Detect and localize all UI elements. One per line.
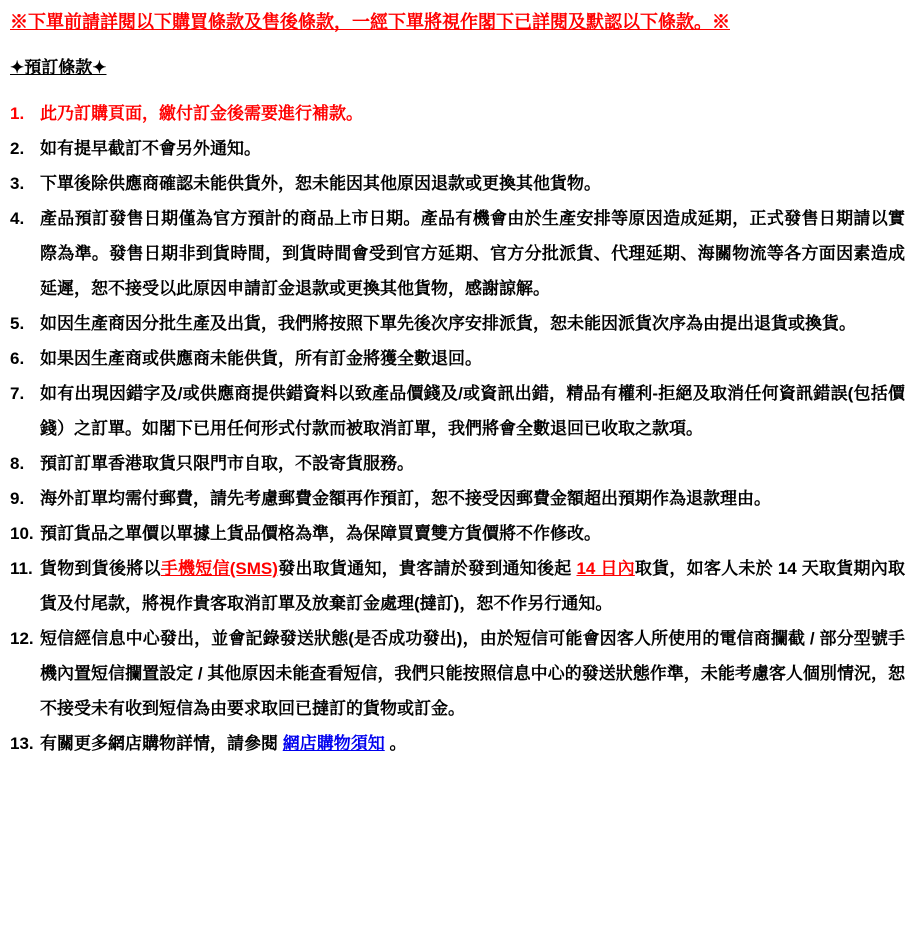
- section-header: ✦預訂條款✦: [10, 58, 107, 77]
- term-text: [40, 551, 905, 621]
- term-text: [40, 96, 905, 131]
- term-number: 12.: [10, 629, 34, 648]
- term-segment: 此乃訂購頁面，繳付訂金後需要進行補款。: [40, 104, 363, 123]
- term-segment: 如有出現因錯字及/或供應商提供錯資料以致產品價錢及/或資訊出錯，精品有權利-拒絕及取消任何資訊錯誤(包括價錢）之訂單。如閣下已用任何形式付款而被取消訂單，我們將會全數退回已收取之款項。: [40, 384, 905, 438]
- term-item: [10, 341, 905, 376]
- term-item: [10, 621, 905, 726]
- term-segment: 取貨，如客人未於 14 天取貨期內取貨及付尾款，將視作貴客取消訂單及放棄訂金處理(撻訂)，恕不作另行通知。: [40, 559, 905, 613]
- terms-list: [10, 96, 905, 761]
- term-item: [10, 376, 905, 446]
- term-segment: 有關更多網店購物詳情，請參閱: [40, 734, 283, 753]
- term-number: 10.: [10, 524, 34, 543]
- term-segment: 如因生產商因分批生產及出貨，我們將按照下單先後次序安排派貨，恕未能因派貨次序為由提出退貨或換貨。: [40, 314, 856, 333]
- term-item: [10, 726, 905, 761]
- term-item: [10, 446, 905, 481]
- term-item: [10, 306, 905, 341]
- term-text: [40, 481, 905, 516]
- term-item: [10, 201, 905, 306]
- term-text: [40, 306, 905, 341]
- term-number: 5.: [10, 314, 25, 333]
- term-text: [40, 166, 905, 201]
- term-item: [10, 516, 905, 551]
- page-title: ※下單前請詳閱以下購買條款及售後條款，一經下單將視作閣下已詳閱及默認以下條款。※: [10, 12, 730, 32]
- term-text: [40, 376, 905, 446]
- term-number: 8.: [10, 454, 25, 473]
- term-number: 2.: [10, 139, 25, 158]
- term-segment: 下單後除供應商確認未能供貨外，恕未能因其他原因退款或更換其他貨物。: [40, 174, 601, 193]
- term-segment: 海外訂單均需付郵費，請先考慮郵費金額再作預訂，恕不接受因郵費金額超出預期作為退款理由。: [40, 489, 771, 508]
- highlight-text: 14 日內: [576, 559, 635, 578]
- term-text: [40, 446, 905, 481]
- term-segment: 預訂貨品之單價以單據上貨品價格為準，為保障買賣雙方貨價將不作修改。: [40, 524, 601, 543]
- term-text: [40, 726, 905, 761]
- term-item: [10, 96, 905, 131]
- term-number: 7.: [10, 384, 25, 403]
- highlight-text: 手機短信(SMS): [160, 559, 278, 578]
- term-segment: 產品預訂發售日期僅為官方預計的商品上市日期。產品有機會由於生產安排等原因造成延期，正式發售日期請以實際為準。發售日期非到貨時間，到貨時間會受到官方延期、官方分批派貨、代理延期、海關物流等各方面因素造成延遲，恕不接受以此原因申請訂金退款或更換其他貨物，感謝諒解。: [40, 209, 905, 298]
- term-segment: 如有提早截訂不會另外通知。: [40, 139, 261, 158]
- term-segment: 預訂訂單香港取貨只限門市自取，不設寄貨服務。: [40, 454, 414, 473]
- term-number: 13.: [10, 734, 34, 753]
- shop-notice-link[interactable]: 網店購物須知: [282, 734, 385, 753]
- term-number: 1.: [10, 104, 25, 123]
- term-number: 9.: [10, 489, 25, 508]
- term-number: 6.: [10, 349, 25, 368]
- term-segment: 如果因生產商或供應商未能供貨，所有訂金將獲全數退回。: [40, 349, 482, 368]
- term-number: 4.: [10, 209, 25, 228]
- term-number: 11.: [10, 559, 33, 578]
- term-text: [40, 516, 905, 551]
- term-text: [40, 341, 905, 376]
- term-number: 3.: [10, 174, 25, 193]
- term-text: [40, 621, 905, 726]
- term-segment: 貨物到貨後將以: [40, 559, 161, 578]
- term-item: [10, 131, 905, 166]
- term-item: [10, 166, 905, 201]
- term-segment: 短信經信息中心發出，並會記錄發送狀態(是否成功發出)，由於短信可能會因客人所使用的電信商攔截 / 部分型號手機內置短信攔置設定 / 其他原因未能查看短信，我們只能按照信息中心的發送狀態作準，未能考慮客人個別情況，恕不接受未有收到短信為由要求取回已撻訂的貨物或訂金。: [40, 629, 905, 718]
- term-segment: 。: [384, 734, 407, 753]
- term-text: [40, 201, 905, 306]
- term-item: [10, 481, 905, 516]
- term-segment: 發出取貨通知，貴客請於發到通知後起: [277, 559, 577, 578]
- term-text: [40, 131, 905, 166]
- term-item: [10, 551, 905, 621]
